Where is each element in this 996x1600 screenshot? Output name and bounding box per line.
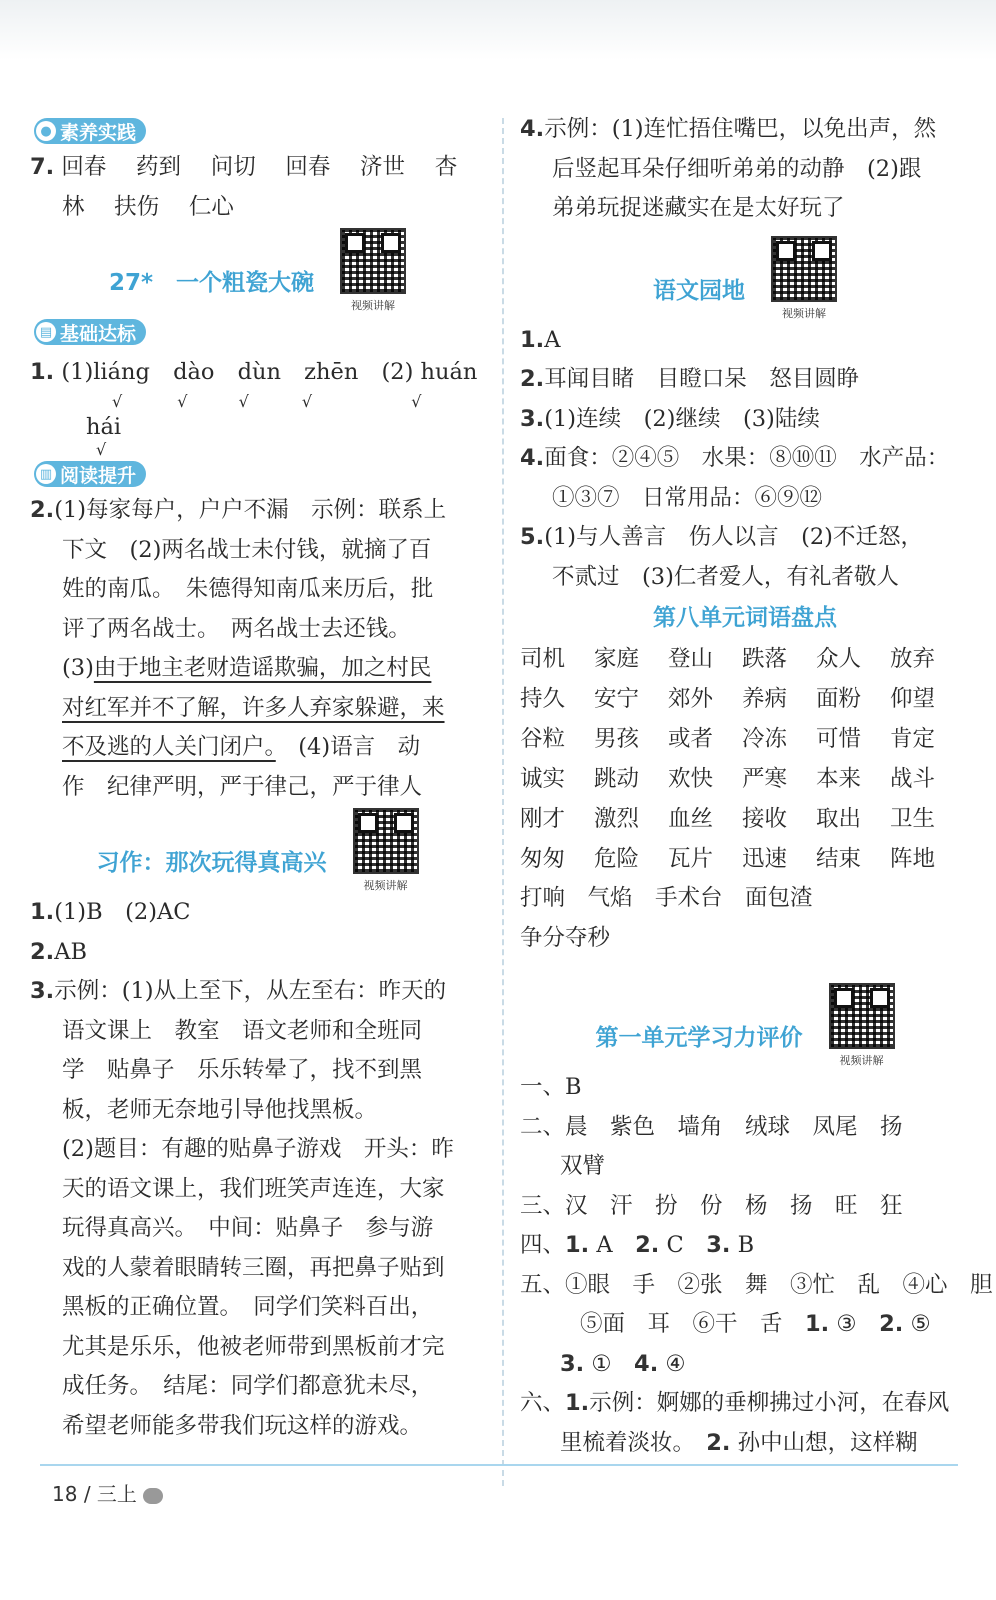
answer-7-cont: 林 扶伤 仁心 bbox=[62, 193, 234, 220]
eval-2: 二、晨 紫色 墙角 绒球 凤尾 扬 bbox=[520, 1113, 903, 1140]
lesson-27-heading bbox=[30, 227, 485, 313]
right-column: 4.示例：(1)连忙捂住嘴巴，以免出声，然 后竖起耳朵仔细听弟弟的动静 (2)跟 弟弟玩捉迷藏实在是太好玩了 语文园地 视频讲解 1.A 2.耳闻目睹 目瞪口呆 怒目圆睁 3.(1)连续 (2)继续 (3)陆续 4.面食：②④⑤ 水果：⑧⑩⑪ 水产品： ①③⑦ 日常用品：⑥⑨⑫ 5.(1)与人善言 伤人以言 (2)不迁怒， 不贰过 (3)仁者爱人，有礼者敬人 第八单元词语盘点 司机 家庭 登山 跌落 众人 放弃 持久 安宁 郊外 养病 面粉 仰望 谷粒 男孩 或者 冷冻 可惜 肯定 诚实 跳动 欢快 严寒 本来 战斗 刚才 激烈 血丝 接收 取出 卫生 匆匆 危险 瓦片 迅速 结束 阵地 打响 气焰 手术台 面包渣 争分夺秒 第一单元学习力评价 视频讲解 一、B 二、晨 紫色 墙角 绒球 凤尾 扬 双臂 三、汉 汗 扮 份 杨 扬 旺 狂 四、1. A 2. C 3. B 五、①眼 手 ②张 舞 ③忙 乱 ④心 胆 ⑤面 耳 ⑥干 舌 1. ③ 2. ⑤ 3. ① 4. ④ 六、1.示例：婀娜的垂柳拂过小河，在春风 里梳着淡妆。 2. 孙中山想，这样糊 bbox=[520, 112, 970, 1463]
garden-3: 3.(1)连续 (2)继续 (3)陆续 bbox=[520, 405, 820, 432]
vocab-word: 安宁 bbox=[594, 686, 640, 712]
edition-badge-icon bbox=[143, 1488, 163, 1504]
vocab-word: 血丝 bbox=[668, 806, 714, 832]
vocab-word: 匆匆 bbox=[520, 846, 566, 872]
vocab-word: 瓦片 bbox=[668, 846, 714, 872]
writing-3: 3.示例：(1)从上至下，从左至右：昨天的 bbox=[30, 978, 447, 1004]
check-mark-icon: √ bbox=[411, 392, 422, 411]
answer-7: 7. 回春 药到 问切 回春 济世 杏 bbox=[30, 154, 458, 180]
left-column: ● 素养实践 7. 回春 药到 问切 回春 济世 杏 林 扶伤 仁心 27* 一个粗瓷大碗 视频讲解 ▤ 基础达标 1. (1)liáng dào dùn zhēn (2) huán √ √ √ √ √ hái √ ▥ 阅读提升 2.(1)每家每户，户户不漏 示例：联系上 下文 (2)两名战士未付钱，就摘了百 姓的南瓜。 朱德得知南瓜来历后，批 评了两名战士。 两名战士去还钱。 (3)由于地主老财造谣欺骗，加之村民 对红军并不了解，许多人弃家躲避，来 不及逃的人关门闭户。 (4)语言 动 作 纪律严明，严于律己，严于律人 习作：那次玩得真高兴 视频讲解 1.(1)B (2)AC 2.AB 3.示例：(1)从上至下，从左至右：昨天的 语文课上 教室 语文老师和全班同 学 贴鼻子 乐乐转晕了，找不到黑 板，老师无奈地引导他找黑板。 (2)题目：有趣的贴鼻子游戏 开头：昨 天的语文课上，我们班笑声连连，大家 玩得真高兴。 中间：贴鼻子 参与游 戏的人蒙着眼睛转三圈，再把鼻子贴到 黑板的正确位置。 同学们笑料百出， 尤其是乐乐，他被老师带到黑板前才完 成任务。 结尾：同学们都意犹未尽， 希望老师能多带我们玩这样的游戏。 bbox=[30, 112, 485, 1446]
column-divider bbox=[502, 118, 504, 1486]
vocab-word: 迅速 bbox=[742, 846, 788, 872]
garden-4: 4.面食：②④⑤ 水果：⑧⑩⑪ 水产品： bbox=[520, 445, 950, 471]
answer-2: 2.(1)每家每户，户户不漏 示例：联系上 bbox=[30, 497, 447, 523]
answer-1-pinyin: 1. (1)liáng dào dùn zhēn (2) huán bbox=[30, 359, 478, 385]
section-tag-practice: ● 素养实践 bbox=[34, 118, 146, 144]
qr-code-icon bbox=[829, 983, 895, 1049]
tick-row bbox=[30, 392, 485, 411]
eval-5: 五、①眼 手 ②张 舞 ③忙 乱 ④心 胆 bbox=[520, 1271, 993, 1298]
page-number: 18 / 三上 bbox=[52, 1478, 163, 1507]
vocab-word: 刚才 bbox=[520, 806, 566, 832]
unit8-row7: 打响 气焰 手术台 面包渣 bbox=[520, 885, 813, 911]
section-tag-reading: ▥ 阅读提升 bbox=[34, 461, 146, 487]
qr-code-video[interactable]: 视频讲解 bbox=[829, 983, 895, 1068]
check-mark-icon: √ bbox=[301, 392, 313, 411]
vocab-word: 战斗 bbox=[890, 766, 936, 792]
vocab-word: 危险 bbox=[594, 846, 640, 872]
document-icon: ▤ bbox=[36, 322, 56, 342]
vocab-word: 欢快 bbox=[668, 766, 714, 792]
answer-1-pinyin-cont: hái bbox=[86, 414, 122, 440]
qr-code-video[interactable]: 视频讲解 bbox=[340, 228, 406, 313]
unit8-word-grid bbox=[520, 639, 970, 879]
vocab-word: 谷粒 bbox=[520, 726, 566, 752]
vocab-word: 取出 bbox=[816, 806, 862, 832]
writing-2: 2.AB bbox=[30, 938, 87, 965]
top-band bbox=[0, 0, 996, 60]
garden-5: 5.(1)与人善言 伤人以言 (2)不迁怒， bbox=[520, 524, 923, 550]
section-tag-basic: ▤ 基础达标 bbox=[34, 319, 146, 345]
underlined-answer: 对红军并不了解，许多人弃家躲避，来 bbox=[62, 694, 445, 721]
bulb-icon: ● bbox=[36, 121, 56, 141]
vocab-word: 跳动 bbox=[594, 766, 640, 792]
check-mark-icon: √ bbox=[177, 392, 188, 411]
vocab-word: 可惜 bbox=[816, 726, 862, 752]
garden-2: 2.耳闻目睹 目瞪口呆 怒目圆睁 bbox=[520, 366, 860, 392]
check-mark-icon: √ bbox=[238, 392, 249, 411]
vocab-word: 严寒 bbox=[742, 766, 788, 792]
vocab-word: 本来 bbox=[816, 766, 862, 792]
vocab-word: 阵地 bbox=[890, 846, 936, 872]
vocab-word: 登山 bbox=[668, 646, 714, 672]
vocab-word: 持久 bbox=[520, 686, 566, 712]
vocab-word: 放弃 bbox=[890, 646, 936, 672]
vocab-word: 跌落 bbox=[742, 646, 788, 672]
vocab-word: 仰望 bbox=[890, 686, 936, 712]
vocab-word: 郊外 bbox=[668, 686, 714, 712]
vocab-word: 众人 bbox=[816, 646, 862, 672]
eval-3: 三、汉 汗 扮 份 杨 扬 旺 狂 bbox=[520, 1192, 903, 1219]
qr-code-video[interactable]: 视频讲解 bbox=[771, 236, 837, 321]
footer-rule bbox=[40, 1464, 958, 1466]
check-mark-icon: √ bbox=[96, 440, 107, 459]
underlined-answer: 由于地主老财造谣欺骗，加之村民 bbox=[93, 655, 432, 681]
qr-code-icon bbox=[771, 236, 837, 302]
answer-4: 4.示例：(1)连忙捂住嘴巴，以免出声，然 bbox=[520, 116, 937, 142]
eval-heading: 第一单元学习力评价 视频讲解 bbox=[520, 958, 970, 1068]
garden-heading: 语文园地 视频讲解 bbox=[520, 229, 970, 321]
vocab-word: 冷冻 bbox=[742, 726, 788, 752]
vocab-word: 养病 bbox=[742, 686, 788, 712]
book-icon: ▥ bbox=[36, 464, 56, 484]
unit8-heading: 第八单元词语盘点 bbox=[653, 605, 837, 631]
vocab-word: 卫生 bbox=[890, 806, 936, 832]
eval-4: 四、1. A 2. C 3. B bbox=[520, 1232, 755, 1258]
qr-code-icon bbox=[340, 228, 406, 294]
lesson-title: 27* 一个粗瓷大碗 bbox=[108, 270, 315, 296]
eval-6: 六、1.示例：婀娜的垂柳拂过小河，在春风 bbox=[520, 1390, 950, 1416]
garden-1: 1.A bbox=[520, 326, 561, 353]
vocab-word: 激烈 bbox=[594, 806, 640, 832]
qr-code-video[interactable]: 视频讲解 bbox=[353, 808, 419, 893]
writing-heading: 习作：那次玩得真高兴 视频讲解 bbox=[30, 807, 485, 893]
vocab-word: 家庭 bbox=[594, 646, 640, 672]
vocab-word: 肯定 bbox=[890, 726, 936, 752]
qr-code-icon bbox=[353, 808, 419, 874]
vocab-word: 司机 bbox=[520, 646, 566, 672]
vocab-word: 或者 bbox=[668, 726, 714, 752]
unit8-row8: 争分夺秒 bbox=[520, 924, 611, 951]
vocab-word: 面粉 bbox=[816, 686, 862, 712]
eval-1: 一、B bbox=[520, 1074, 582, 1100]
vocab-word: 结束 bbox=[816, 846, 862, 872]
vocab-word: 诚实 bbox=[520, 766, 566, 792]
vocab-word: 男孩 bbox=[594, 726, 640, 752]
writing-1: 1.(1)B (2)AC bbox=[30, 899, 191, 925]
check-mark-icon: √ bbox=[112, 392, 123, 411]
underlined-answer: 不及逃的人关门闭户。 bbox=[62, 734, 276, 760]
vocab-word: 接收 bbox=[742, 806, 788, 832]
